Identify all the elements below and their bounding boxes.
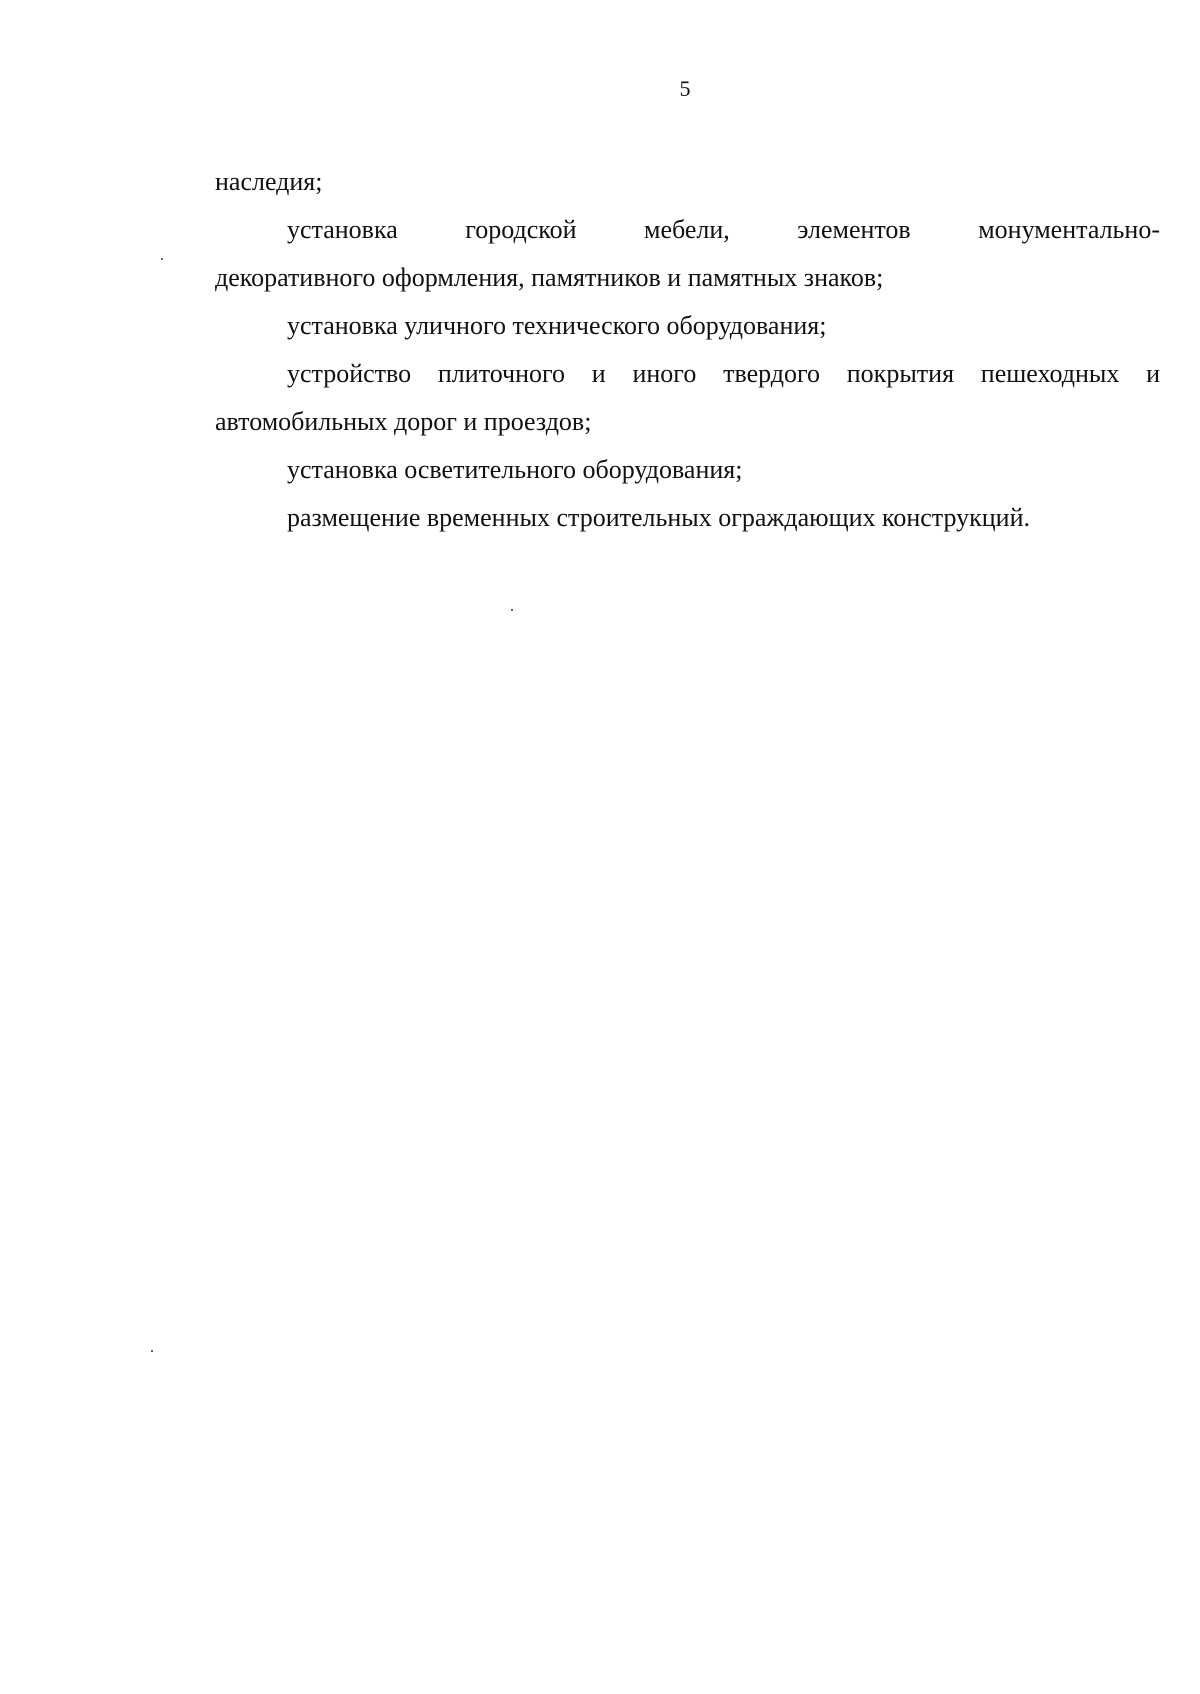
- page-number: 5: [679, 76, 691, 101]
- paragraph-lighting: установка осветительного оборудования;: [287, 455, 743, 484]
- scan-speck: [161, 258, 163, 260]
- paragraph-city-furniture-line-1: установка городской мебели, элементов монументально-: [287, 215, 1160, 244]
- paragraph-city-furniture: [215, 206, 1160, 302]
- scan-speck: [151, 1350, 153, 1352]
- paragraph-fencing: размещение временных строительных ограждающих конструкций.: [287, 503, 1030, 532]
- paragraph-city-furniture-line-2: декоративного оформления, памятников и памятных знаков;: [215, 263, 884, 292]
- paragraph-heritage-end: наследия;: [215, 167, 323, 196]
- paragraph-paving-line-1: устройство плиточного и иного твердого покрытия пешеходных и: [287, 359, 1160, 388]
- scan-speck: [511, 609, 513, 611]
- paragraph-paving-line-2: автомобильных дорог и проездов;: [215, 407, 592, 436]
- paragraph-paving: [215, 350, 1160, 446]
- paragraph-street-equipment: установка уличного технического оборудования;: [287, 311, 827, 340]
- body-text: [215, 158, 1160, 542]
